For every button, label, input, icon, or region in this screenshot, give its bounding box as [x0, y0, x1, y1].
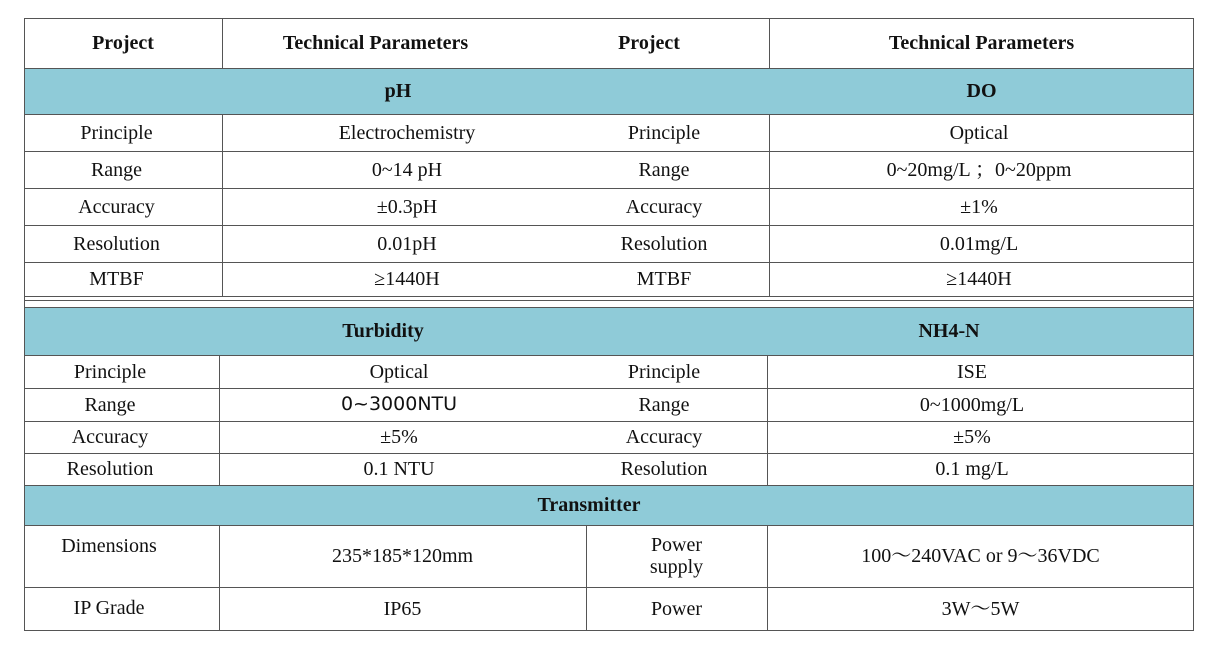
value-left-cell: 0.1 NTU: [363, 458, 435, 480]
table-row: [24, 114, 1194, 151]
label-right-cell: MTBF: [636, 268, 692, 290]
label-left-cell: Range: [84, 393, 136, 416]
label-right-cell: Accuracy: [625, 426, 703, 448]
table-row: [24, 453, 1194, 485]
label-left-cell: Accuracy: [71, 426, 149, 448]
label-right-cell: Range: [638, 158, 690, 181]
label-left-cell: Accuracy: [78, 195, 155, 218]
value-right-cell: ISE: [957, 360, 987, 383]
value-left-cell: ≥1440H: [374, 268, 440, 290]
label-right-cell: Power supply: [649, 534, 704, 578]
label-right-cell: Power: [650, 597, 703, 620]
header-params-left: Technical Parameters: [282, 32, 469, 54]
value-right-cell: ≥1440H: [946, 268, 1012, 290]
table-row: [24, 587, 1194, 630]
value-right-cell: 0.01mg/L: [939, 232, 1019, 255]
value-left-cell: 0.01pH: [377, 232, 437, 255]
section-row-turb-nh4: [24, 307, 1194, 355]
value-right-cell: 100～240VAC or 9～36VDC: [861, 545, 1100, 567]
label-left-cell: Range: [90, 158, 143, 181]
label-right-cell: Principle: [627, 121, 701, 144]
value-right-cell: 0~20mg/L ；0~20ppm: [886, 158, 1072, 181]
label-right-cell: Resolution: [620, 458, 708, 480]
value-left-cell: 0~14 pH: [371, 158, 443, 181]
value-right-cell: Optical: [949, 121, 1009, 144]
value-left-cell: ±0.3pH: [376, 195, 438, 218]
value-right-cell: ±5%: [953, 426, 991, 448]
label-left-cell: IP Grade: [73, 597, 145, 619]
value-left-cell: 235*185*120mm: [331, 545, 474, 567]
table-row: [24, 525, 1194, 587]
section-nh4n-title: NH4-N: [918, 320, 980, 342]
label-left-cell: MTBF: [89, 268, 144, 290]
value-left-cell: Optical: [369, 360, 429, 383]
header-row: [24, 18, 1194, 68]
value-left-cell: Electrochemistry: [338, 121, 476, 144]
table-row: [24, 421, 1194, 453]
value-right-cell: 3W～5W: [941, 597, 1020, 620]
header-project-right: Project: [618, 32, 680, 54]
section-do-title: DO: [966, 80, 997, 102]
table-row: [24, 355, 1194, 388]
header-params-right: Technical Parameters: [888, 32, 1075, 54]
label-left-cell: Resolution: [66, 458, 154, 480]
section-ph-title: pH: [384, 80, 412, 102]
label-left-cell: Principle: [80, 121, 153, 144]
table-row: [24, 225, 1194, 262]
label-left-cell: Principle: [73, 360, 147, 383]
table-row: [24, 151, 1194, 188]
table-row: [24, 262, 1194, 296]
section-transmitter-title: Transmitter: [537, 494, 641, 516]
label-right-cell: Range: [638, 393, 690, 416]
label-left-cell: Dimensions: [61, 535, 157, 557]
label-left-cell: Resolution: [73, 232, 160, 255]
header-project-left: Project: [92, 32, 154, 54]
label-right-cell: Accuracy: [625, 195, 703, 218]
section-row-transmitter: [24, 485, 1194, 525]
value-right-cell: 0.1 mg/L: [935, 458, 1009, 480]
value-left-cell: ±5%: [380, 426, 418, 448]
table-row: [24, 388, 1194, 421]
value-right-cell: ±1%: [960, 195, 998, 218]
label-right-cell: Resolution: [620, 232, 708, 255]
value-right-cell: 0~1000mg/L: [919, 393, 1025, 416]
section-turbidity-title: Turbidity: [342, 320, 424, 342]
section-row-ph-do: [24, 68, 1194, 114]
table-row: [24, 188, 1194, 225]
value-left-cell: 0~3000NTU: [340, 393, 458, 416]
label-right-cell: Principle: [627, 360, 701, 383]
value-left-cell: IP65: [383, 597, 422, 620]
